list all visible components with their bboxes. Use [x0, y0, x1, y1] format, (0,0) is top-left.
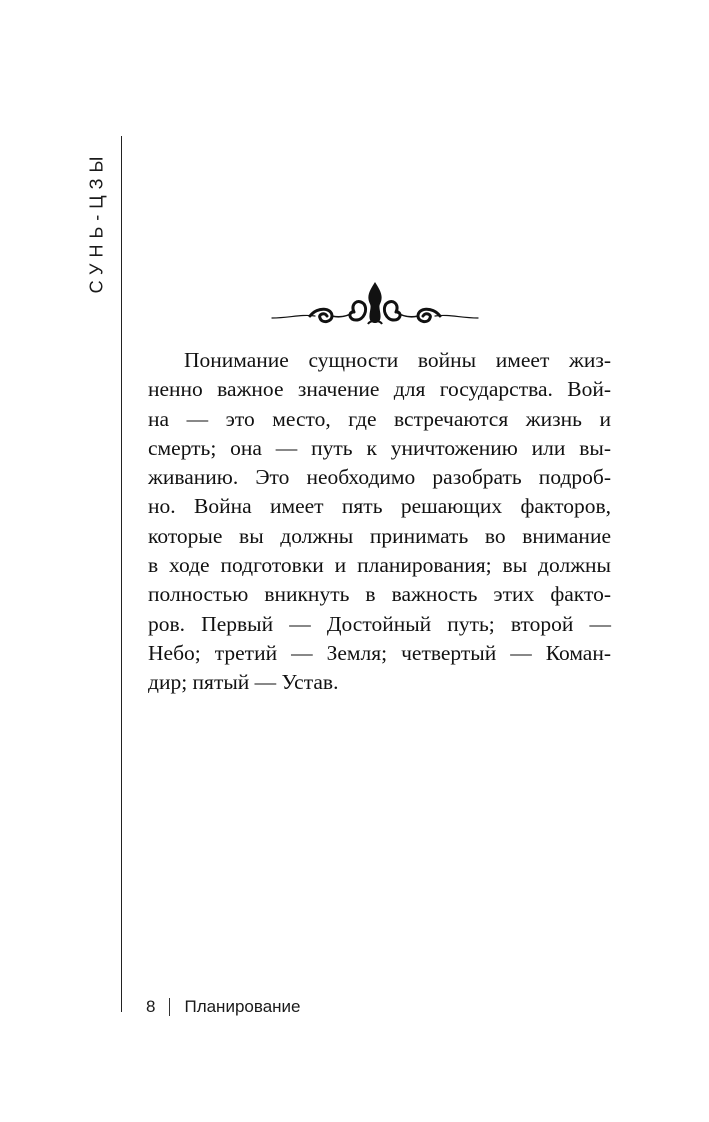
fleuron-ornament-icon	[270, 280, 480, 330]
page-number: 8	[146, 997, 156, 1016]
footer-divider	[169, 998, 170, 1016]
paragraph-line: на — это место, где встречаются жизнь и	[148, 406, 611, 431]
paragraph-line: но. Война имеет пять решающих факторов,	[148, 494, 611, 519]
paragraph-line: живанию. Это необходимо разобрать подроб-	[148, 465, 611, 490]
paragraph-line: ров. Первый — Достойный путь; второй —	[148, 611, 611, 636]
paragraph-line: которые вы должны принимать во внимание	[148, 523, 611, 548]
paragraph-line: полностью вникнуть в важность этих факто-	[148, 582, 611, 607]
body-paragraph	[148, 346, 611, 698]
paragraph-line: в ходе подготовки и планирования; вы должны	[148, 553, 611, 578]
paragraph-line: дир; пятый — Устав.	[148, 670, 339, 695]
running-head-text: СУНЬ-ЦЗЫ	[86, 150, 107, 294]
page-footer	[146, 995, 301, 1019]
margin-rule	[121, 136, 122, 1012]
paragraph-line: ненно важное значение для государства. Вой-	[148, 377, 611, 402]
paragraph-line: Понимание сущности войны имеет жиз-	[184, 348, 611, 372]
paragraph-line: Небо; третий — Земля; четвертый — Коман-	[148, 640, 611, 665]
section-title: Планирование	[184, 997, 301, 1016]
paragraph-line: смерть; она — путь к уничтожению или вы-	[148, 435, 611, 460]
running-head	[82, 132, 112, 312]
